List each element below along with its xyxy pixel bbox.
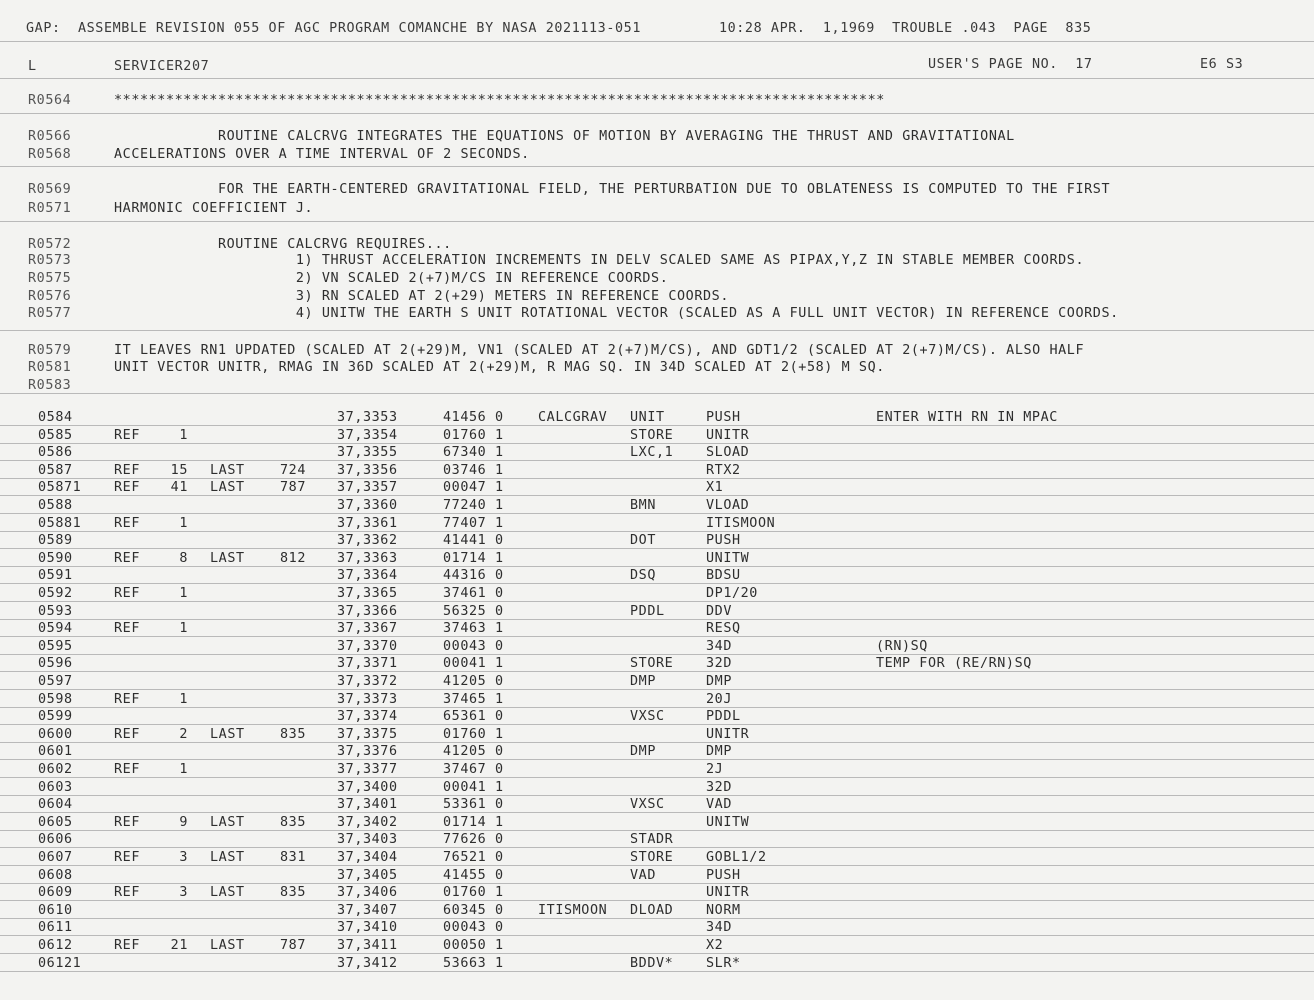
memory-address: 37,3410: [337, 920, 398, 936]
line-seq: 0592: [38, 586, 73, 601]
paper-rule-line: [0, 953, 1314, 954]
opcode: VXSC: [630, 797, 665, 813]
ref-count: 21: [170, 938, 188, 953]
remark-text: IT LEAVES RN1 UPDATED (SCALED AT 2(+29)M, VN1 (SCALED AT 2(+7)M/CS), AND GDT1/2 (SCALED AT 2(+7)M/CS). ALSO HALF: [114, 343, 1085, 358]
remark-text: 1) THRUST ACCELERATION INCREMENTS IN DELV SCALED SAME AS PIPAX,Y,Z IN STABLE MEMBER COORDS.: [114, 253, 1085, 268]
octal-word: 37461 0: [443, 586, 504, 601]
memory-address: 37,3405: [337, 867, 398, 883]
opcode: DOT: [630, 533, 656, 549]
memory-address: 37,3402: [337, 814, 398, 830]
octal-word: 37467 0: [443, 762, 504, 777]
operand: DDV: [706, 603, 732, 619]
octal-word: 41205 0: [443, 744, 504, 760]
ref-count: 41: [170, 480, 188, 496]
memory-address: 37,3362: [337, 533, 398, 549]
memory-address: 37,3354: [337, 427, 398, 443]
octal-word: 53663 1: [443, 955, 504, 971]
line-seq: 0590: [38, 550, 73, 566]
octal-word: 76521 0: [443, 850, 504, 865]
last-page: 835: [280, 885, 306, 901]
remark-seq: R0569: [28, 182, 72, 197]
last-page: 835: [280, 726, 306, 742]
remark-seq: R0581: [28, 360, 72, 375]
octal-word: 00043 0: [443, 920, 504, 936]
ref-count: 15: [170, 462, 188, 478]
octal-word: 37465 1: [443, 691, 504, 707]
line-seq: 0602: [38, 762, 73, 777]
line-seq: 0594: [38, 621, 73, 637]
paper-rule-line: [0, 689, 1314, 690]
paper-rule-line: [0, 742, 1314, 743]
operand: PUSH: [706, 867, 741, 883]
octal-word: 00041 1: [443, 779, 504, 795]
last-keyword: LAST: [210, 850, 245, 865]
last-keyword: LAST: [210, 462, 245, 478]
paper-rule-line: [0, 601, 1314, 602]
octal-word: 00047 1: [443, 480, 504, 496]
paper-rule-line: [0, 221, 1314, 222]
line-seq: 0586: [38, 445, 73, 461]
last-page: 812: [280, 550, 306, 566]
memory-address: 37,3374: [337, 709, 398, 725]
memory-address: 37,3404: [337, 850, 398, 865]
opcode: STADR: [630, 832, 674, 848]
line-seq: 05871: [38, 480, 82, 496]
operand: SLOAD: [706, 445, 750, 461]
log-section-code: L: [28, 59, 37, 74]
statement-label: ITISMOON: [538, 902, 608, 918]
remark-text: ROUTINE CALCRVG REQUIRES...: [114, 237, 452, 252]
octal-word: 77240 1: [443, 498, 504, 513]
memory-address: 37,3364: [337, 568, 398, 584]
paper-rule-line: [0, 113, 1314, 114]
remark-seq: R0566: [28, 129, 72, 144]
remark-seq: R0564: [28, 93, 72, 108]
ref-keyword: REF: [114, 515, 140, 531]
paper-rule-line: [0, 830, 1314, 831]
paper-rule-line: [0, 393, 1314, 394]
octal-word: 01760 1: [443, 427, 504, 443]
paper-rule-line: [0, 495, 1314, 496]
octal-word: 00050 1: [443, 938, 504, 953]
ref-count: 2: [179, 726, 188, 742]
memory-address: 37,3363: [337, 550, 398, 566]
opcode: DLOAD: [630, 902, 674, 918]
memory-address: 37,3400: [337, 779, 398, 795]
line-seq: 0606: [38, 832, 73, 848]
memory-address: 37,3355: [337, 445, 398, 461]
octal-word: 41456 0: [443, 410, 504, 425]
operand: 32D: [706, 779, 732, 795]
operand: PUSH: [706, 533, 741, 549]
operand: X1: [706, 480, 724, 496]
operand: UNITR: [706, 885, 750, 901]
remark-text: HARMONIC COEFFICIENT J.: [114, 201, 314, 216]
opcode: STORE: [630, 427, 674, 443]
line-seq: 0607: [38, 850, 73, 865]
line-seq: 0604: [38, 797, 73, 813]
remark-seq: R0579: [28, 343, 72, 358]
line-seq: 0609: [38, 885, 73, 901]
last-page: 835: [280, 814, 306, 830]
opcode: DSQ: [630, 568, 656, 584]
operand: UNITR: [706, 427, 750, 443]
opcode: UNIT: [630, 410, 665, 425]
line-seq: 0603: [38, 779, 73, 795]
paper-rule-line: [0, 531, 1314, 532]
remark-seq: R0583: [28, 378, 72, 393]
memory-address: 37,3411: [337, 938, 398, 953]
paper-rule-line: [0, 707, 1314, 708]
operand: PUSH: [706, 410, 741, 425]
assembly-header: GAP: ASSEMBLE REVISION 055 OF AGC PROGRAM COMANCHE BY NASA 2021113-051 10:28 APR. 1,1969 TROUBLE .043 PAGE 835: [26, 21, 1092, 36]
paper-rule-line: [0, 935, 1314, 936]
octal-word: 03746 1: [443, 462, 504, 478]
paper-rule-line: [0, 636, 1314, 637]
line-seq: 0610: [38, 902, 73, 918]
line-seq: 0608: [38, 867, 73, 883]
octal-word: 41205 0: [443, 674, 504, 689]
line-seq: 0597: [38, 674, 73, 689]
paper-rule-line: [0, 900, 1314, 901]
memory-address: 37,3370: [337, 638, 398, 654]
line-seq: 0584: [38, 410, 73, 425]
ref-keyword: REF: [114, 726, 140, 742]
operand: 34D: [706, 638, 732, 654]
operand: 2J: [706, 762, 724, 777]
paper-rule-line: [0, 78, 1314, 79]
memory-address: 37,3367: [337, 621, 398, 637]
line-comment: TEMP FOR (RE/RN)SQ: [876, 656, 1032, 672]
ref-keyword: REF: [114, 814, 140, 830]
octal-word: 01760 1: [443, 885, 504, 901]
remark-text: UNIT VECTOR UNITR, RMAG IN 36D SCALED AT 2(+29)M, R MAG SQ. IN 34D SCALED AT 2(+58) M SQ.: [114, 360, 885, 375]
opcode: STORE: [630, 850, 674, 865]
opcode: BMN: [630, 498, 656, 513]
octal-word: 60345 0: [443, 902, 504, 918]
line-seq: 0605: [38, 814, 73, 830]
operand: UNITW: [706, 814, 750, 830]
last-keyword: LAST: [210, 938, 245, 953]
operand: DMP: [706, 744, 732, 760]
opcode: LXC,1: [630, 445, 674, 461]
memory-address: 37,3361: [337, 515, 398, 531]
paper-rule-line: [0, 654, 1314, 655]
octal-word: 53361 0: [443, 797, 504, 813]
ref-count: 1: [179, 621, 188, 637]
ref-keyword: REF: [114, 885, 140, 901]
last-keyword: LAST: [210, 550, 245, 566]
remark-text: 2) VN SCALED 2(+7)M/CS IN REFERENCE COORDS.: [114, 271, 669, 286]
octal-word: 37463 1: [443, 621, 504, 637]
octal-word: 65361 0: [443, 709, 504, 725]
octal-word: 77407 1: [443, 515, 504, 531]
memory-address: 37,3353: [337, 410, 398, 425]
memory-address: 37,3412: [337, 955, 398, 971]
octal-word: 00043 0: [443, 638, 504, 654]
remark-text: FOR THE EARTH-CENTERED GRAVITATIONAL FIELD, THE PERTURBATION DUE TO OBLATENESS IS COMPUTED TO THE FIRST: [114, 182, 1111, 197]
last-keyword: LAST: [210, 726, 245, 742]
log-section-name: SERVICER207: [114, 59, 210, 74]
ref-keyword: REF: [114, 850, 140, 865]
paper-rule-line: [0, 513, 1314, 514]
memory-address: 37,3372: [337, 674, 398, 689]
operand: RESQ: [706, 621, 741, 637]
operand: UNITR: [706, 726, 750, 742]
ref-count: 1: [179, 515, 188, 531]
last-keyword: LAST: [210, 885, 245, 901]
paper-rule-line: [0, 330, 1314, 331]
operand: VAD: [706, 797, 732, 813]
operand: BDSU: [706, 568, 741, 584]
line-comment: (RN)SQ: [876, 638, 928, 654]
ref-count: 1: [179, 691, 188, 707]
paper-rule-line: [0, 777, 1314, 778]
ref-keyword: REF: [114, 938, 140, 953]
opcode: STORE: [630, 656, 674, 672]
last-keyword: LAST: [210, 480, 245, 496]
ref-keyword: REF: [114, 691, 140, 707]
memory-address: 37,3403: [337, 832, 398, 848]
operand: X2: [706, 938, 724, 953]
operand: 20J: [706, 691, 732, 707]
ref-count: 9: [179, 814, 188, 830]
paper-rule-line: [0, 41, 1314, 42]
operand: RTX2: [706, 462, 741, 478]
memory-address: 37,3356: [337, 462, 398, 478]
paper-rule-line: [0, 566, 1314, 567]
line-seq: 0593: [38, 603, 73, 619]
remark-text: 3) RN SCALED AT 2(+29) METERS IN REFERENCE COORDS.: [114, 289, 729, 304]
line-seq: 06121: [38, 955, 82, 971]
memory-address: 37,3373: [337, 691, 398, 707]
memory-address: 37,3360: [337, 498, 398, 513]
octal-word: 67340 1: [443, 445, 504, 461]
line-seq: 0599: [38, 709, 73, 725]
line-seq: 0612: [38, 938, 73, 953]
operand: DMP: [706, 674, 732, 689]
last-page: 724: [280, 462, 306, 478]
statement-label: CALCGRAV: [538, 410, 608, 425]
memory-address: 37,3371: [337, 656, 398, 672]
line-seq: 0585: [38, 427, 73, 443]
ref-count: 8: [179, 550, 188, 566]
ref-count: 1: [179, 762, 188, 777]
ref-keyword: REF: [114, 427, 140, 443]
ref-keyword: REF: [114, 586, 140, 601]
ref-count: 3: [179, 885, 188, 901]
operand: UNITW: [706, 550, 750, 566]
opcode: PDDL: [630, 603, 665, 619]
line-seq: 05881: [38, 515, 82, 531]
e6-s3-marker: E6 S3: [1200, 57, 1244, 72]
remark-seq: R0575: [28, 271, 72, 286]
paper-rule-line: [0, 883, 1314, 884]
octal-word: 00041 1: [443, 656, 504, 672]
remark-seq: R0576: [28, 289, 72, 304]
line-seq: 0587: [38, 462, 73, 478]
octal-word: 56325 0: [443, 603, 504, 619]
memory-address: 37,3357: [337, 480, 398, 496]
paper-rule-line: [0, 166, 1314, 167]
ref-count: 3: [179, 850, 188, 865]
remark-seq: R0577: [28, 306, 72, 321]
remark-text: 4) UNITW THE EARTH S UNIT ROTATIONAL VECTOR (SCALED AS A FULL UNIT VECTOR) IN REFERENCE COORDS.: [114, 306, 1119, 321]
memory-address: 37,3376: [337, 744, 398, 760]
remark-seq: R0572: [28, 237, 72, 252]
memory-address: 37,3366: [337, 603, 398, 619]
line-seq: 0600: [38, 726, 73, 742]
opcode: DMP: [630, 674, 656, 689]
line-seq: 0601: [38, 744, 73, 760]
ref-keyword: REF: [114, 762, 140, 777]
remark-text: ACCELERATIONS OVER A TIME INTERVAL OF 2 SECONDS.: [114, 147, 530, 162]
operand: SLR*: [706, 955, 741, 971]
remark-text: ROUTINE CALCRVG INTEGRATES THE EQUATIONS OF MOTION BY AVERAGING THE THRUST AND GRAVITATIONAL: [114, 129, 1015, 144]
memory-address: 37,3377: [337, 762, 398, 777]
ref-count: 1: [179, 586, 188, 601]
memory-address: 37,3375: [337, 726, 398, 742]
line-seq: 0588: [38, 498, 73, 513]
memory-address: 37,3407: [337, 902, 398, 918]
remark-seq: R0568: [28, 147, 72, 162]
ref-count: 1: [179, 427, 188, 443]
opcode: DMP: [630, 744, 656, 760]
operand: 32D: [706, 656, 732, 672]
last-keyword: LAST: [210, 814, 245, 830]
line-seq: 0598: [38, 691, 73, 707]
operand: ITISMOON: [706, 515, 776, 531]
remark-seq: R0571: [28, 201, 72, 216]
octal-word: 01760 1: [443, 726, 504, 742]
ref-keyword: REF: [114, 621, 140, 637]
paper-rule-line: [0, 478, 1314, 479]
opcode: BDDV*: [630, 955, 674, 971]
memory-address: 37,3365: [337, 586, 398, 601]
opcode: VAD: [630, 867, 656, 883]
octal-word: 41455 0: [443, 867, 504, 883]
ref-keyword: REF: [114, 462, 140, 478]
ref-keyword: REF: [114, 480, 140, 496]
octal-word: 77626 0: [443, 832, 504, 848]
operand: VLOAD: [706, 498, 750, 513]
line-seq: 0591: [38, 568, 73, 584]
line-seq: 0589: [38, 533, 73, 549]
operand: GOBL1/2: [706, 850, 767, 865]
line-seq: 0596: [38, 656, 73, 672]
line-seq: 0611: [38, 920, 73, 936]
remark-text: *****************************************************************************************: [114, 93, 885, 108]
operand: PDDL: [706, 709, 741, 725]
line-seq: 0595: [38, 638, 73, 654]
operand: NORM: [706, 902, 741, 918]
octal-word: 01714 1: [443, 814, 504, 830]
last-page: 831: [280, 850, 306, 865]
line-comment: ENTER WITH RN IN MPAC: [876, 410, 1058, 425]
opcode: VXSC: [630, 709, 665, 725]
operand: DP1/20: [706, 586, 758, 601]
ref-keyword: REF: [114, 550, 140, 566]
octal-word: 44316 0: [443, 568, 504, 584]
memory-address: 37,3401: [337, 797, 398, 813]
octal-word: 01714 1: [443, 550, 504, 566]
last-page: 787: [280, 938, 306, 953]
paper-rule-line: [0, 548, 1314, 549]
remark-seq: R0573: [28, 253, 72, 268]
octal-word: 41441 0: [443, 533, 504, 549]
last-page: 787: [280, 480, 306, 496]
user-page-number: USER'S PAGE NO. 17: [928, 57, 1093, 72]
paper-rule-line: [0, 759, 1314, 760]
paper-rule-line: [0, 583, 1314, 584]
paper-rule-line: [0, 795, 1314, 796]
operand: 34D: [706, 920, 732, 936]
memory-address: 37,3406: [337, 885, 398, 901]
